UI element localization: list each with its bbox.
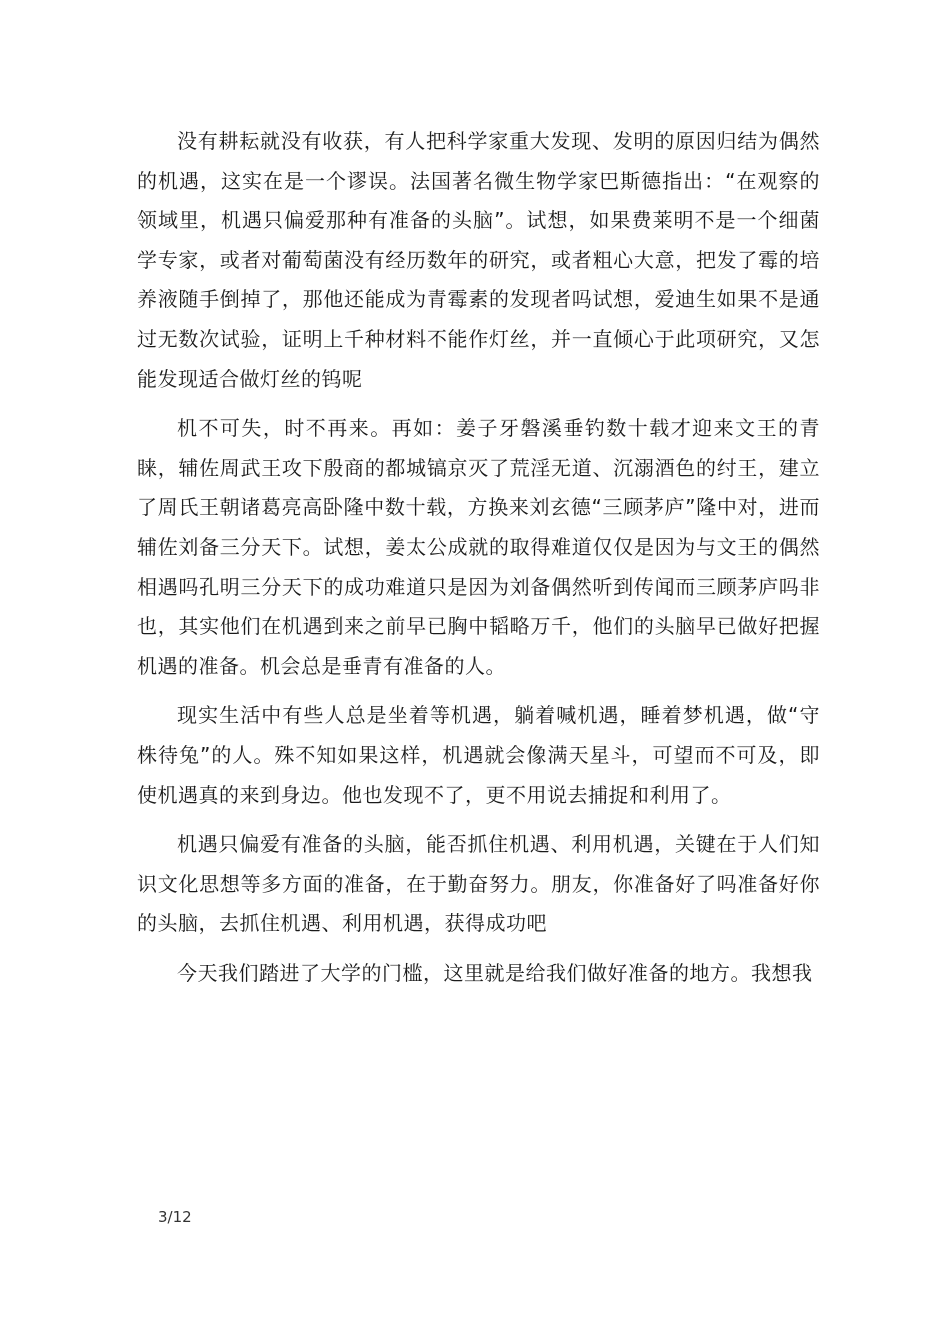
body-text xyxy=(137,122,820,1003)
paragraph-5: 今天我们踏进了大学的门槛，这里就是给我们做好准备的地方。我想我 xyxy=(177,960,813,985)
paragraph-3: 现实生活中有些人总是坐着等机遇，躺着喊机遇，睡着梦机遇，做“守株待兔”的人。殊不知如果这样，机遇就会像满天星斗，可望而不可及，即使机遇真的来到身边。他也发现不了，更不用说去捕捉和利用了。 xyxy=(137,703,820,807)
paragraph-2: 机不可失，时不再来。再如：姜子牙磐溪垂钓数十载才迎来文王的青睐，辅佐周武王攻下殷商的都城镐京灭了荒淫无道、沉溺酒色的纣王，建立了周氏王朝诸葛亮高卧隆中数十载，方换来刘玄德“三顾茅庐”隆中对，进而辅佐刘备三分天下。试想，姜太公成就的取得难道仅仅是因为与文王的偶然相遇吗孔明三分天下的成功难道只是因为刘备偶然听到传闻而三顾茅庐吗非也，其实他们在机遇到来之前早已胸中韬略万千，他们的头脑早已做好把握机遇的准备。机会总是垂青有准备的人。 xyxy=(137,416,820,678)
paragraph-4: 机遇只偏爱有准备的头脑，能否抓住机遇、利用机遇，关键在于人们知识文化思想等多方面的准备，在于勤奋努力。朋友，你准备好了吗准备好你的头脑，去抓住机遇、利用机遇，获得成功吧 xyxy=(137,832,820,936)
paragraph-1: 没有耕耘就没有收获，有人把科学家重大发现、发明的原因归结为偶然的机遇，这实在是一个谬误。法国著名微生物学家巴斯德指出：“在观察的领域里，机遇只偏爱那种有准备的头脑”。试想，如果费莱明不是一个细菌学专家，或者对葡萄菌没有经历数年的研究，或者粗心大意，把发了霉的培养液随手倒掉了，那他还能成为青霉素的发现者吗试想，爱迪生如果不是通过无数次试验，证明上千种材料不能作灯丝，并一直倾心于此项研究，又怎能发现适合做灯丝的钨呢 xyxy=(137,129,820,391)
page-number: 3/12 xyxy=(158,1208,192,1226)
